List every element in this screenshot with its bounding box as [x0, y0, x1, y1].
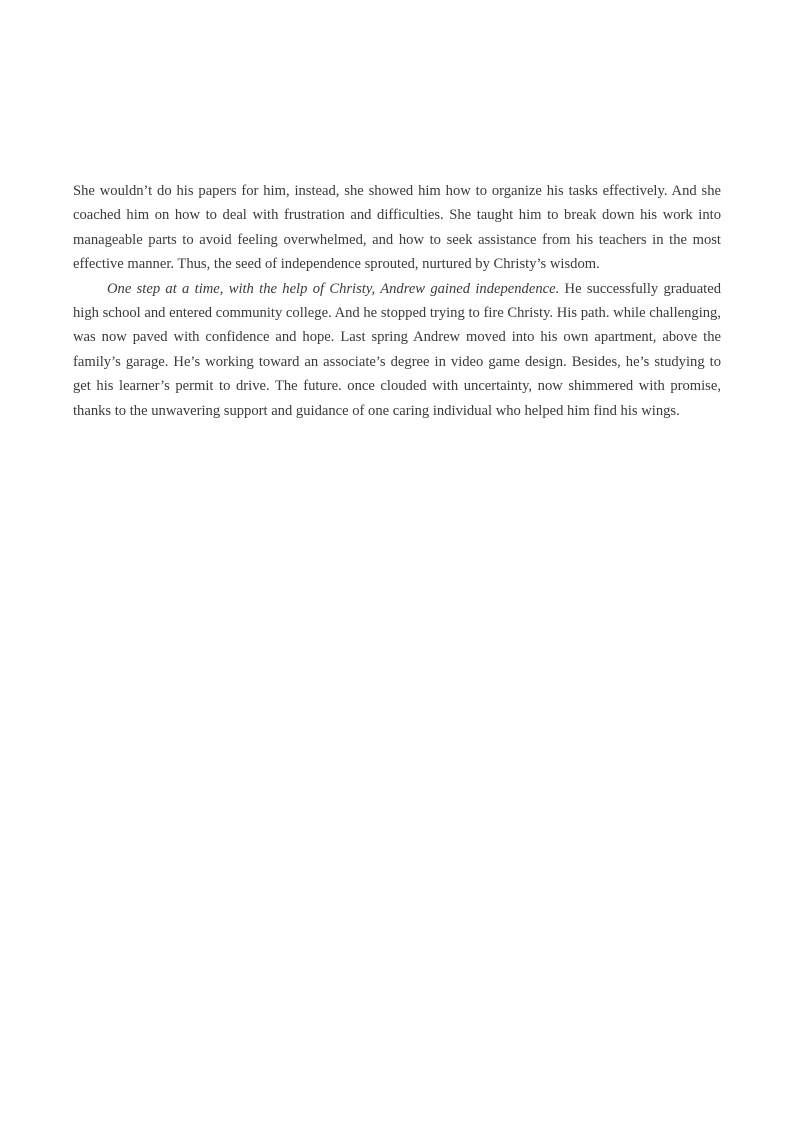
paragraph-2-italic-lead: One step at a time, with the help of Christy, Andrew gained independence. [107, 280, 560, 297]
paragraph-1-text: She wouldn’t do his papers for him, instead, she showed him how to organize his tasks effectively. And she coached him on how to deal with frustration and difficulties. She taught him to break down his work into manageable parts to avoid feeling overwhelmed, and how to seek assistance from his teachers in the most effective manner. Thus, the seed of independence sprouted, nurtured by Christy’s wisdom. [73, 183, 721, 273]
paragraph-2 [73, 277, 721, 423]
paragraph-2-text: He successfully graduated high school and entered community college. And he stopped trying to fire Christy. His path. while challenging, was now paved with confidence and hope. Last spring Andrew moved into his own apartment, above the family’s garage. He’s working toward an associate’s degree in video game design. Besides, he’s studying to get his learner’s permit to drive. The future. once clouded with uncertainty, now shimmered with promise, thanks to the unwavering support and guidance of one caring individual who helped him find his wings. [73, 280, 721, 419]
body-text [73, 179, 721, 423]
paragraph-1 [73, 179, 721, 277]
